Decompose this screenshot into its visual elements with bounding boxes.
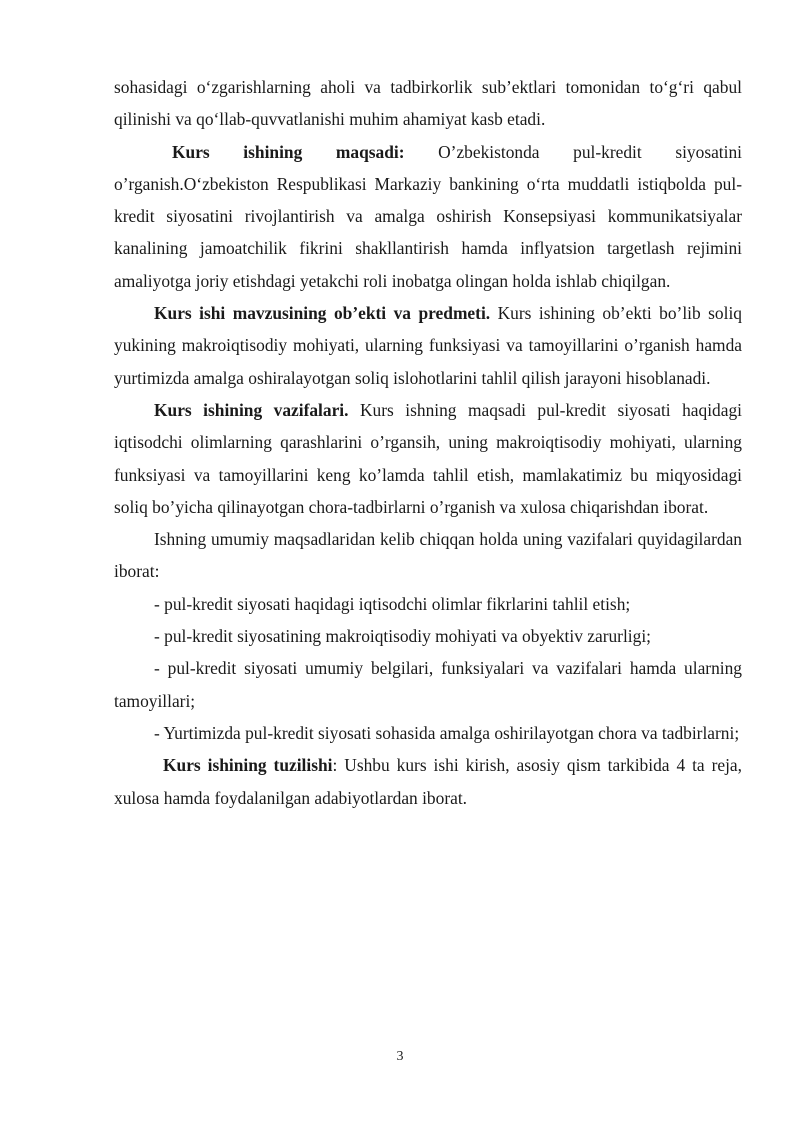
course-goal-text: O’zbekistonda pul-kredit siyosatini o’rganish.O‘zbekiston Respublikasi Markaziy bankining o‘rta muddatli istiqbolda pul-kredit siyosatini rivojlantirish va amalga oshirish Konsepsiyasi kommunikatsiyalar kanalining jamoatchilik fikrini shakllantirish hamda inflyatsion targetlash rejimini amaliyotga joriy etishdagi yetakchi roli inobatga olingan holda ishlab chiqilgan. [114,141,742,291]
paragraph-course-structure [114,749,742,814]
list-item: - pul-kredit siyosati haqidagi iqtisodchi olimlar fikrlarini tahlil etish; [154,593,631,614]
paragraph-object-subject [114,297,742,394]
course-goal-heading: Kurs ishining maqsadi: [172,141,405,162]
list-item: - pul-kredit siyosati umumiy belgilari, funksiyalari va vazifalari hamda ularning tamoyillari; [114,658,742,711]
object-subject-heading: Kurs ishi mavzusining ob’ekti va predmeti. [154,303,491,324]
course-structure-text: : Ushbu kurs ishi kirish, asosiy qism tarkibida 4 ta reja, xulosa hamda foydalanilgan adabiyotlardan iborat. [114,755,742,808]
document-page [114,71,742,814]
course-structure-heading: Kurs ishining tuzilishi [163,755,333,776]
paragraph-course-goal [114,136,742,297]
paragraph-course-tasks [114,394,742,523]
course-tasks-heading: Kurs ishining vazifalari. [154,399,349,420]
course-tasks-text: Kurs ishning maqsadi pul-kredit siyosati haqidagi iqtisodchi olimlarning qarashlarini o’rgansih, uning makroiqtisodiy mohiyati, ularning funksiyasi va tamoyillarini keng ko’lamda tahlil etish, mamlakatimiz bu miqyosidagi soliq bo’yicha qilinayotgan chora-tadbirlarni o’rganish va xulosa chiqarishdan iborat. [114,399,742,517]
list-item: - pul-kredit siyosatining makroiqtisodiy mohiyati va obyektiv zarurligi; [154,626,652,647]
paragraph-tasks-intro: Ishning umumiy maqsadlaridan kelib chiqqan holda uning vazifalari quyidagilardan iborat: [114,529,742,582]
list-item: - Yurtimizda pul-kredit siyosati sohasida amalga oshirilayotgan chora va tadbirlarni; [154,722,740,743]
page-number: 3 [396,1049,404,1064]
paragraph-intro-continuation: sohasidagi o‘zgarishlarning aholi va tadbirkorlik sub’ektlari tomonidan to‘g‘ri qabul qilinishi va qo‘llab-quvvatlanishi muhim ahamiyat kasb etadi. [114,77,742,130]
object-subject-text: Kurs ishining ob’ekti bo’lib soliq yukining makroiqtisodiy mohiyati, ularning funksiyasi va tamoyillarini o’rganish hamda yurtimizda amalga oshiralayotgan soliq islohotlarini tahlil qilish jarayoni hisoblanadi. [114,303,742,388]
